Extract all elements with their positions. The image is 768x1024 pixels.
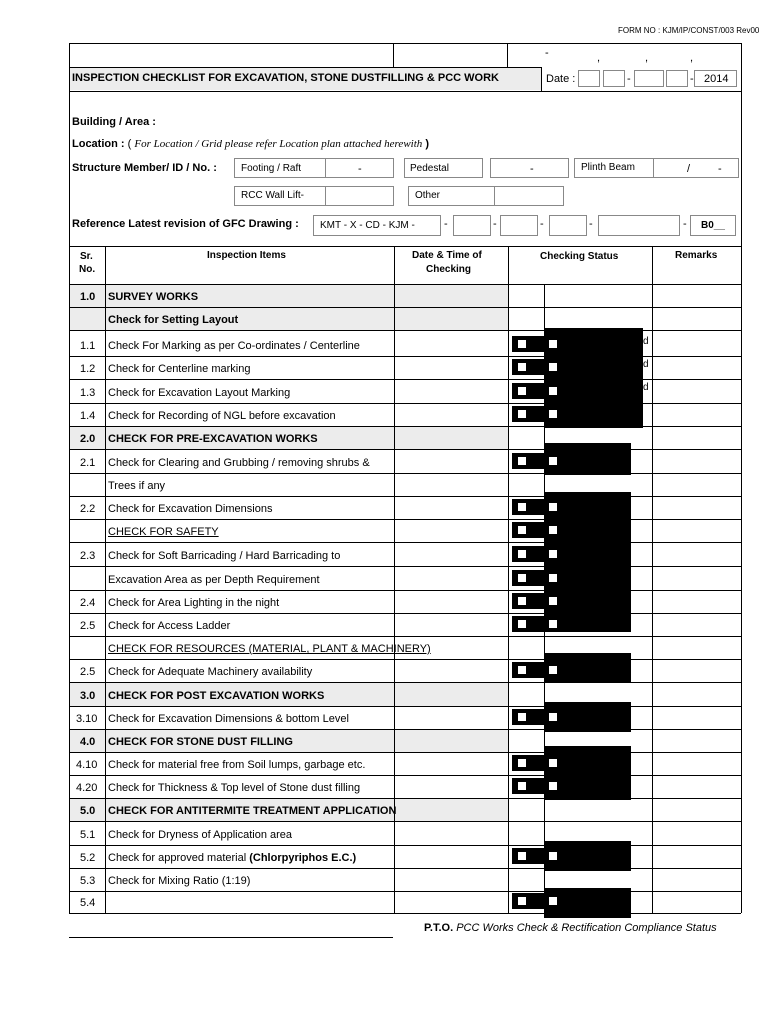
ref-dash: - bbox=[444, 218, 448, 230]
row-number: 2.0 bbox=[80, 433, 96, 445]
form-title: INSPECTION CHECKLIST FOR EXCAVATION, STONE DUSTFILLING & PCC WORK bbox=[72, 72, 499, 84]
checkbox-square bbox=[518, 759, 526, 767]
date-separator: - bbox=[545, 47, 549, 59]
row-line bbox=[69, 496, 741, 497]
checkbox-square bbox=[549, 526, 557, 534]
checkbox-square bbox=[518, 782, 526, 790]
checkbox-square bbox=[549, 597, 557, 605]
rcc-value-field[interactable] bbox=[325, 186, 394, 206]
row-item: Check for Centerline marking bbox=[108, 363, 251, 375]
row-line bbox=[69, 590, 741, 591]
date-month-field[interactable] bbox=[634, 70, 664, 87]
plinth-slash: / bbox=[687, 163, 691, 175]
date-separator: , bbox=[645, 52, 649, 64]
table-top-border bbox=[69, 43, 741, 44]
row-number: 4.0 bbox=[80, 736, 96, 748]
redaction-block bbox=[544, 746, 631, 800]
checkbox-square bbox=[518, 574, 526, 582]
ref-dash: - bbox=[683, 218, 687, 230]
row-item: Check for Thickness & Top level of Stone dust filling bbox=[108, 782, 361, 794]
checkbox-square bbox=[549, 457, 557, 465]
date-separator: , bbox=[690, 52, 694, 64]
row-number: 2.2 bbox=[80, 503, 96, 515]
ref-dash: - bbox=[540, 218, 544, 230]
checkbox-square bbox=[518, 410, 526, 418]
footing-dash: - bbox=[358, 163, 362, 175]
status-fragment: d bbox=[643, 382, 649, 393]
header-sr: Sr. bbox=[80, 251, 93, 262]
checkbox-square bbox=[518, 897, 526, 905]
status-checkbox[interactable] bbox=[512, 616, 544, 632]
row-line bbox=[69, 821, 741, 822]
row-shade bbox=[395, 683, 508, 706]
date-day-field[interactable] bbox=[578, 70, 600, 87]
checkbox-square bbox=[518, 597, 526, 605]
paren-open: ( bbox=[127, 138, 132, 150]
checkbox-square bbox=[518, 550, 526, 558]
row-item: CHECK FOR PRE-EXCAVATION WORKS bbox=[108, 433, 318, 445]
row-item: CHECK FOR STONE DUST FILLING bbox=[108, 736, 293, 748]
row-number: 3.10 bbox=[76, 713, 98, 725]
header-status: Checking Status bbox=[540, 251, 619, 262]
row-line bbox=[69, 752, 741, 753]
row-item bbox=[108, 853, 356, 864]
table-bottom-line bbox=[69, 913, 741, 914]
redaction-block bbox=[544, 702, 631, 732]
row-line bbox=[69, 682, 741, 683]
status-fragment: d bbox=[643, 336, 649, 347]
row-line bbox=[69, 636, 741, 637]
row-shade bbox=[395, 285, 508, 307]
table-left-border bbox=[69, 43, 70, 913]
checkbox-square bbox=[518, 852, 526, 860]
row-item: Excavation Area as per Depth Requirement bbox=[108, 574, 320, 586]
row-item: Check for Recording of NGL before excavation bbox=[108, 410, 336, 422]
date-year: 2014 bbox=[704, 73, 729, 85]
row-number: 1.2 bbox=[80, 363, 96, 375]
row-number: 4.10 bbox=[76, 759, 98, 771]
pedestal-dash: - bbox=[530, 163, 534, 175]
checkbox-square bbox=[518, 340, 526, 348]
row-line bbox=[69, 659, 741, 660]
row-number: 5.4 bbox=[80, 897, 96, 909]
paren-close: ) bbox=[425, 138, 430, 150]
checkbox-square bbox=[549, 340, 557, 348]
checkbox-square bbox=[549, 503, 557, 511]
status-checkbox[interactable] bbox=[512, 546, 544, 562]
row-shade bbox=[70, 308, 105, 330]
pto-label: P.T.O. bbox=[424, 922, 454, 934]
checkbox-square bbox=[549, 574, 557, 582]
checkbox-square bbox=[549, 410, 557, 418]
row-line bbox=[69, 566, 741, 567]
row-item: CHECK FOR POST EXCAVATION WORKS bbox=[108, 690, 325, 702]
row-line bbox=[69, 729, 741, 730]
row-number: 5.0 bbox=[80, 805, 96, 817]
header-no: No. bbox=[79, 264, 96, 275]
checkbox-square bbox=[549, 713, 557, 721]
footer-note-text: PCC Works Check & Rectification Compliance Status bbox=[456, 922, 717, 934]
status-checkbox[interactable] bbox=[512, 848, 544, 864]
row-item: Check for Adequate Machinery availability bbox=[108, 666, 313, 678]
redaction-block bbox=[544, 653, 631, 683]
row-item: Check For Marking as per Co-ordinates / Centerline bbox=[108, 340, 360, 352]
row-item: Check for Soft Barricading / Hard Barricading to bbox=[108, 550, 341, 562]
checkbox-square bbox=[549, 852, 557, 860]
col-line bbox=[652, 246, 653, 913]
building-label: Building / Area : bbox=[72, 116, 156, 128]
location-note: For Location / Grid please refer Location plan attached herewith bbox=[134, 138, 423, 150]
row-line bbox=[69, 542, 741, 543]
structure-label: Structure Member/ ID / No. : bbox=[72, 162, 217, 174]
status-checkbox[interactable] bbox=[512, 499, 544, 515]
date-separator: , bbox=[597, 52, 601, 64]
header-top-line bbox=[69, 246, 741, 247]
checkbox-square bbox=[549, 782, 557, 790]
plinth-label: Plinth Beam bbox=[581, 162, 635, 173]
row-shade bbox=[395, 730, 508, 752]
header-items: Inspection Items bbox=[207, 250, 286, 261]
row-number: 2.1 bbox=[80, 457, 96, 469]
status-checkbox[interactable] bbox=[512, 406, 544, 422]
row-line bbox=[69, 775, 741, 776]
form-number: FORM NO : KJM/IP/CONST/003 Rev00 bbox=[618, 26, 760, 35]
revision-value: B0__ bbox=[701, 220, 725, 231]
checkbox-square bbox=[549, 666, 557, 674]
row-line bbox=[69, 706, 741, 707]
ref-dash: - bbox=[493, 218, 497, 230]
status-checkbox[interactable] bbox=[512, 522, 544, 538]
checkbox-square bbox=[518, 363, 526, 371]
other-value-field[interactable] bbox=[494, 186, 564, 206]
status-checkbox[interactable] bbox=[512, 336, 544, 352]
status-checkbox[interactable] bbox=[512, 778, 544, 794]
row-item: Check for Setting Layout bbox=[108, 314, 239, 326]
checkbox-square bbox=[518, 713, 526, 721]
drawing-part-field[interactable] bbox=[453, 215, 491, 236]
rcc-label: RCC Wall Lift- bbox=[241, 190, 304, 201]
row-number: 1.3 bbox=[80, 387, 96, 399]
row-line bbox=[69, 473, 741, 474]
status-checkbox[interactable] bbox=[512, 453, 544, 469]
row-number: 2.4 bbox=[80, 597, 96, 609]
row-number: 2.5 bbox=[80, 666, 96, 678]
col-line bbox=[508, 246, 509, 913]
signature-line bbox=[69, 937, 393, 938]
row-number: 1.0 bbox=[80, 291, 96, 303]
table-right-border bbox=[741, 43, 742, 913]
row-item: Check for material free from Soil lumps, garbage etc. bbox=[108, 759, 366, 771]
row-item: CHECK FOR SAFETY bbox=[108, 526, 219, 538]
row-item: Check for Clearing and Grubbing / removing shrubs & bbox=[108, 457, 370, 469]
row-shade bbox=[395, 799, 508, 821]
row-item: CHECK FOR RESOURCES (MATERIAL, PLANT & MACHINERY) bbox=[108, 643, 431, 655]
plinth-value-field[interactable] bbox=[653, 158, 739, 178]
row-item: Check for Dryness of Application area bbox=[108, 829, 293, 841]
header-date-2: Checking bbox=[426, 264, 472, 275]
date-dash: - bbox=[690, 73, 694, 85]
status-fragment: d bbox=[643, 359, 649, 370]
row-line bbox=[69, 519, 741, 520]
row-item: Check for Excavation Dimensions & bottom Level bbox=[108, 713, 349, 725]
drawing-part-field[interactable] bbox=[598, 215, 680, 236]
drawing-part-field[interactable] bbox=[549, 215, 587, 236]
item-text-bold: (Chlorpyriphos E.C.) bbox=[249, 852, 357, 864]
checkbox-square bbox=[518, 526, 526, 534]
footer-note bbox=[424, 923, 717, 934]
plinth-dash: - bbox=[718, 163, 722, 175]
row-item: SURVEY WORKS bbox=[108, 291, 199, 303]
checkbox-square bbox=[549, 387, 557, 395]
row-number: 2.3 bbox=[80, 550, 96, 562]
row-number: 1.1 bbox=[80, 340, 96, 352]
row-item: CHECK FOR ANTITERMITE TREATMENT APPLICATION bbox=[108, 805, 397, 817]
redaction-block bbox=[544, 443, 631, 475]
drawing-code: KMT - X - CD - KJM - bbox=[320, 220, 415, 231]
row-number: 4.20 bbox=[76, 782, 98, 794]
checkbox-square bbox=[549, 759, 557, 767]
location-label: Location : bbox=[72, 138, 125, 150]
status-checkbox[interactable] bbox=[512, 893, 544, 909]
row-number: 5.3 bbox=[80, 875, 96, 887]
row-item: Check for Mixing Ratio (1:19) bbox=[108, 875, 251, 887]
row-number: 2.5 bbox=[80, 620, 96, 632]
row-item: Trees if any bbox=[108, 480, 166, 492]
checkbox-square bbox=[549, 620, 557, 628]
row-line bbox=[69, 891, 741, 892]
date-label: Date : bbox=[546, 73, 576, 85]
checkbox-square bbox=[518, 620, 526, 628]
row-line bbox=[69, 307, 741, 308]
row-number: 5.2 bbox=[80, 852, 96, 864]
row-shade bbox=[395, 427, 508, 449]
ref-dash: - bbox=[589, 218, 593, 230]
location-line bbox=[72, 139, 429, 150]
checkbox-square bbox=[518, 666, 526, 674]
header-remarks: Remarks bbox=[675, 250, 718, 261]
redaction-block bbox=[544, 328, 643, 428]
drawing-part-field[interactable] bbox=[500, 215, 538, 236]
redaction-block bbox=[544, 492, 631, 632]
row-line bbox=[69, 284, 741, 285]
checkbox-square bbox=[549, 550, 557, 558]
status-checkbox[interactable] bbox=[512, 593, 544, 609]
redaction-block bbox=[544, 888, 631, 918]
status-checkbox[interactable] bbox=[512, 755, 544, 771]
status-checkbox[interactable] bbox=[512, 709, 544, 725]
reference-label: Reference Latest revision of GFC Drawing : bbox=[72, 218, 299, 230]
redaction-block bbox=[544, 841, 631, 871]
checkbox-square bbox=[518, 457, 526, 465]
status-checkbox[interactable] bbox=[512, 383, 544, 399]
row-line bbox=[69, 868, 741, 869]
status-checkbox[interactable] bbox=[512, 662, 544, 678]
header-date: Date & Time of bbox=[412, 250, 482, 261]
date-dash: - bbox=[627, 73, 631, 85]
row-number: 1.4 bbox=[80, 410, 96, 422]
row-item: Check for Area Lighting in the night bbox=[108, 597, 280, 609]
checkbox-square bbox=[549, 363, 557, 371]
row-line bbox=[69, 613, 741, 614]
status-checkbox[interactable] bbox=[512, 570, 544, 586]
pedestal-label: Pedestal bbox=[410, 163, 449, 174]
row-line bbox=[69, 798, 741, 799]
status-checkbox[interactable] bbox=[512, 359, 544, 375]
checkbox-square bbox=[518, 387, 526, 395]
date-day-field-2[interactable] bbox=[603, 70, 625, 87]
row-item: Check for Excavation Layout Marking bbox=[108, 387, 291, 399]
row-item: Check for Access Ladder bbox=[108, 620, 231, 632]
footing-label: Footing / Raft bbox=[241, 163, 302, 174]
row-number: 3.0 bbox=[80, 690, 96, 702]
col-line bbox=[105, 246, 106, 913]
row-line bbox=[69, 449, 741, 450]
row-number: 5.1 bbox=[80, 829, 96, 841]
row-item: Check for Excavation Dimensions bbox=[108, 503, 273, 515]
checkbox-square bbox=[518, 503, 526, 511]
checkbox-square bbox=[549, 897, 557, 905]
item-text: Check for approved material bbox=[108, 852, 250, 864]
row-line bbox=[69, 845, 741, 846]
other-label: Other bbox=[415, 190, 441, 201]
row-shade bbox=[395, 308, 508, 330]
date-month-field-2[interactable] bbox=[666, 70, 688, 87]
